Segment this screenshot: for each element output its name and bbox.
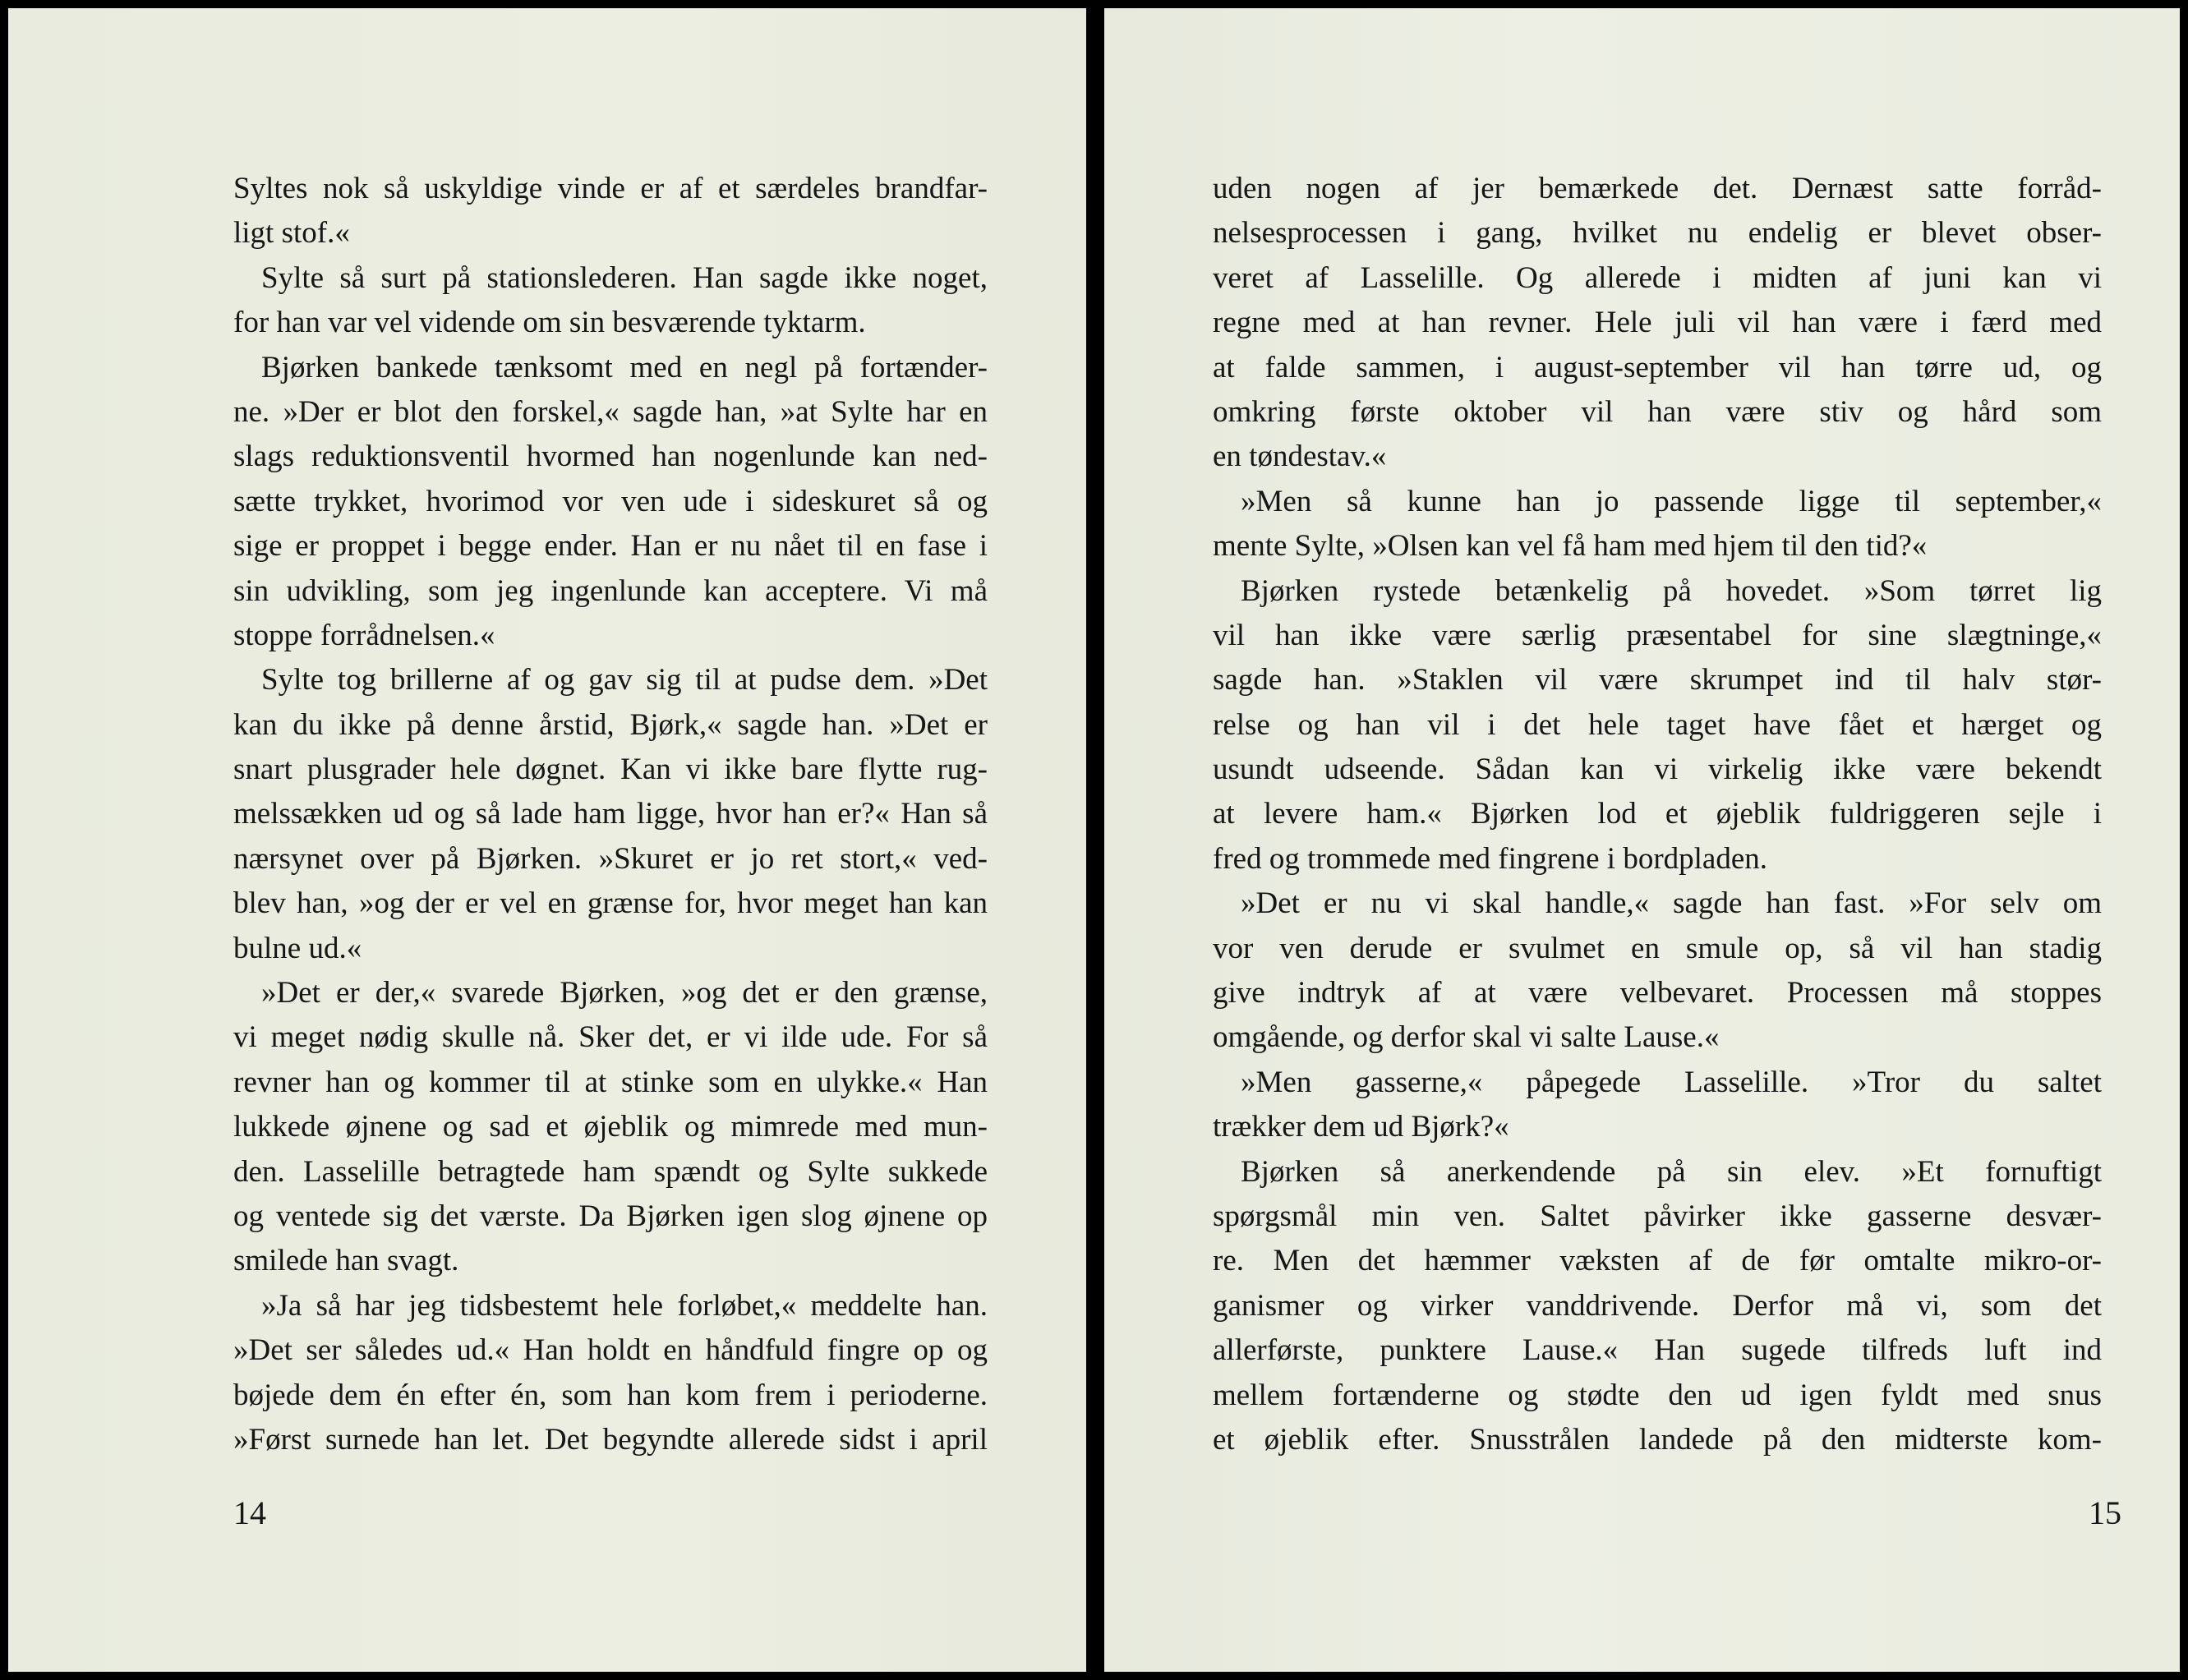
text-line: Bjørken rystede betænkelig på hovedet. »Som tørret lig	[1241, 573, 2102, 608]
text-line: ganismer og virker vanddrivende. Derfor må vi, som det	[1213, 1288, 2102, 1323]
text-line: veret af Lasselille. Og allerede i midten af juni kan vi	[1213, 260, 2102, 295]
text-line: lukkede øjnene og sad et øjeblik og mimrede med mun-	[233, 1110, 988, 1144]
text-line: slags reduktionsventil hvormed han nogenlunde kan ned-	[233, 440, 988, 474]
text-line: regne med at han revner. Hele juli vil han være i færd med	[1213, 306, 2102, 340]
text-line: og ventede sig det værste. Da Bjørken igen slog øjnene op	[233, 1199, 988, 1233]
text-line: revner han og kommer til at stinke som en ulykke.« Han	[233, 1065, 988, 1099]
text-line: ligt stof.«	[233, 216, 350, 251]
text-line: ne. »Der er blot den forskel,« sagde han, »at Sylte har en	[233, 394, 988, 429]
text-line: sige er proppet i begge ender. Han er nu nået til en fase i	[233, 529, 988, 564]
text-line: omkring første oktober vil han være stiv og hård som	[1213, 394, 2102, 429]
text-line: Sylte tog brillerne af og gav sig til at pudse dem. »Det	[261, 663, 988, 697]
text-line: »Først surnede han let. Det begyndte allerede sidst i april	[233, 1422, 988, 1457]
text-line: smilede han svagt.	[233, 1244, 459, 1278]
text-line: nærsynet over på Bjørken. »Skuret er jo ret stort,« ved-	[233, 841, 988, 876]
page-number: 14	[233, 1494, 266, 1531]
left-page-text	[233, 167, 988, 1462]
text-line: sin udvikling, som jeg ingenlunde kan acceptere. Vi må	[233, 573, 988, 608]
text-line: den. Lasselille betragtede ham spændt og Sylte sukkede	[233, 1154, 988, 1189]
text-line: fred og trommede med fingrene i bordpladen.	[1213, 841, 1768, 876]
text-line: »Det er nu vi skal handle,« sagde han fast. »For selv om	[1241, 886, 2102, 921]
text-line: Bjørken bankede tænksomt med en negl på fortænder-	[261, 350, 988, 384]
text-line: blev han, »og der er vel en grænse for, hvor meget han kan	[233, 886, 988, 921]
text-line: nelsesprocessen i gang, hvilket nu endelig er blevet obser-	[1213, 216, 2102, 251]
text-line: allerførste, punktere Lause.« Han sugede tilfreds luft ind	[1213, 1333, 2102, 1368]
text-line: give indtryk af at være velbevaret. Processen må stoppes	[1213, 976, 2102, 1010]
text-line: melssækken ud og så lade ham ligge, hvor han er?« Han så	[233, 797, 988, 831]
text-line: mellem fortænderne og stødte den ud igen fyldt med snus	[1213, 1378, 2102, 1412]
text-line: bøjede dem én efter én, som han kom frem i perioderne.	[233, 1378, 988, 1412]
text-line: sagde han. »Staklen vil være skrumpet ind til halv stør-	[1213, 663, 2102, 697]
text-line: sætte trykket, hvorimod vor ven ude i sideskuret så og	[233, 484, 988, 518]
text-line: omgående, og derfor skal vi salte Lause.«	[1213, 1020, 1720, 1055]
text-line: trækker dem ud Bjørk?«	[1213, 1110, 1509, 1144]
text-line: relse og han vil i det hele taget have fået et hærget og	[1213, 707, 2102, 742]
right-page	[1104, 8, 2180, 1672]
text-line: for han var vel vidende om sin besværende tyktarm.	[233, 306, 866, 340]
text-line: mente Sylte, »Olsen kan vel få ham med hjem til den tid?«	[1213, 529, 1928, 564]
text-line: vil han ikke være særlig præsentabel for sine slægtninge,«	[1213, 618, 2102, 652]
text-line: snart plusgrader hele døgnet. Kan vi ikke bare flytte rug-	[233, 753, 988, 787]
text-line: »Men gasserne,« påpegede Lasselille. »Tror du saltet	[1241, 1065, 2102, 1099]
text-line: »Det ser således ud.« Han holdt en håndfuld fingre op og	[233, 1333, 988, 1368]
text-line: »Ja så har jeg tidsbestemt hele forløbet,« meddelte han.	[261, 1288, 988, 1323]
text-line: bulne ud.«	[233, 931, 362, 965]
text-line: vi meget nødig skulle nå. Sker det, er vi ilde ude. For så	[233, 1020, 988, 1055]
text-line: re. Men det hæmmer væksten af de før omtalte mikro-or-	[1213, 1244, 2102, 1278]
text-line: spørgsmål min ven. Saltet påvirker ikke gasserne desvær-	[1213, 1199, 2102, 1233]
right-page-text	[1213, 167, 2102, 1462]
text-line: at levere ham.« Bjørken lod et øjeblik fuldriggeren sejle i	[1213, 797, 2102, 831]
page-number: 15	[2089, 1494, 2121, 1531]
text-line: vor ven derude er svulmet en smule op, så vil han stadig	[1213, 931, 2102, 965]
text-line: »Det er der,« svarede Bjørken, »og det er den grænse,	[261, 976, 988, 1010]
text-line: stoppe forrådnelsen.«	[233, 618, 495, 652]
text-line: usundt udseende. Sådan kan vi virkelig ikke være bekendt	[1213, 753, 2102, 787]
text-line: Sylte så surt på stationslederen. Han sagde ikke noget,	[261, 260, 988, 295]
text-line: et øjeblik efter. Snusstrålen landede på den midterste kom-	[1213, 1422, 2102, 1457]
text-line: kan du ikke på denne årstid, Bjørk,« sagde han. »Det er	[233, 707, 988, 742]
left-page	[8, 8, 1086, 1672]
text-line: »Men så kunne han jo passende ligge til september,«	[1241, 484, 2102, 518]
text-line: uden nogen af jer bemærkede det. Dernæst satte forråd-	[1213, 172, 2102, 205]
text-line: en tøndestav.«	[1213, 440, 1387, 474]
text-line: Bjørken så anerkendende på sin elev. »Et fornuftigt	[1241, 1154, 2102, 1189]
text-line: Syltes nok så uskyldige vinde er af et særdeles brandfar-	[233, 172, 988, 205]
text-line: at falde sammen, i august-september vil han tørre ud, og	[1213, 350, 2102, 384]
